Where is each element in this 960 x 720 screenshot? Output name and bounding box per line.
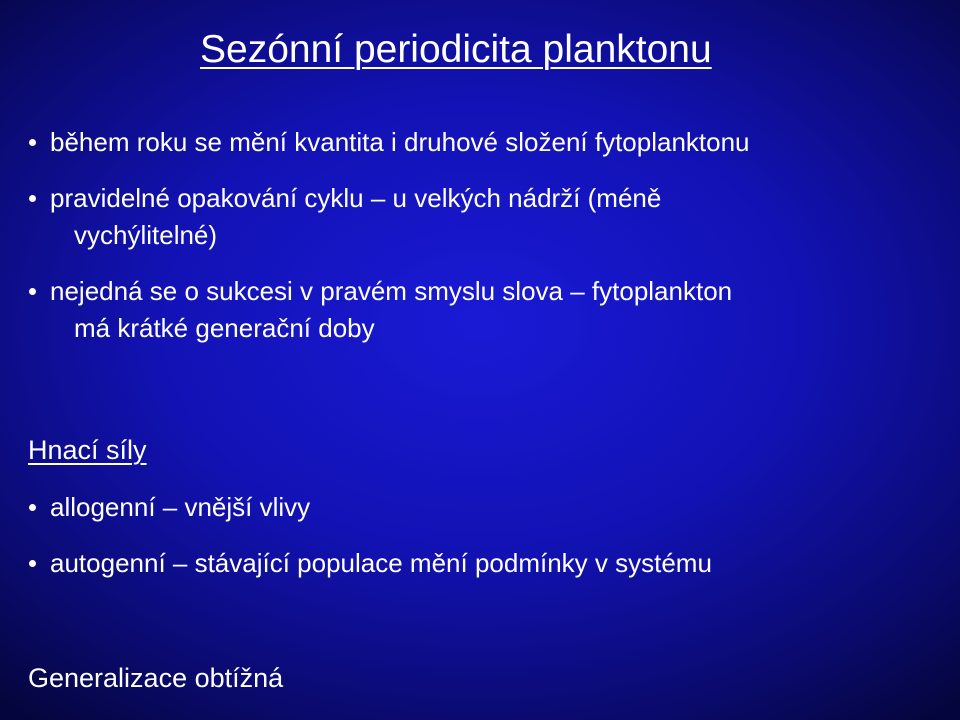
bullet-dot-icon xyxy=(29,195,36,202)
bullet-list-forces xyxy=(0,489,712,582)
bullet-text: autogenní – stávající populace mění podmínky v systému xyxy=(50,548,712,578)
bullet-item xyxy=(0,545,712,582)
bullet-text-continuation: má krátké generační doby xyxy=(74,313,375,343)
bullet-text: allogenní – vnější vlivy xyxy=(50,492,311,522)
generalization-text: Generalizace obtížná xyxy=(28,663,284,693)
bullet-item xyxy=(0,180,750,254)
slide-title: Sezónní periodicita planktonu xyxy=(200,28,712,71)
bullet-text-continuation: vychýlitelné) xyxy=(74,220,218,250)
bullet-item xyxy=(0,489,712,526)
bullet-text: během roku se mění kvantita i druhové složení fytoplanktonu xyxy=(50,127,750,157)
driving-forces-heading: Hnací síly xyxy=(28,435,147,465)
bullet-item xyxy=(0,124,750,161)
bullet-list-top xyxy=(0,124,750,347)
bullet-item xyxy=(0,273,750,347)
bullet-dot-icon xyxy=(29,288,36,295)
bullet-dot-icon xyxy=(29,139,36,146)
bullet-dot-icon xyxy=(29,560,36,567)
bullet-text: pravidelné opakování cyklu – u velkých nádrží (méně xyxy=(50,183,662,213)
bullet-dot-icon xyxy=(29,504,36,511)
bullet-text: nejedná se o sukcesi v pravém smyslu slova – fytoplankton xyxy=(50,276,733,306)
